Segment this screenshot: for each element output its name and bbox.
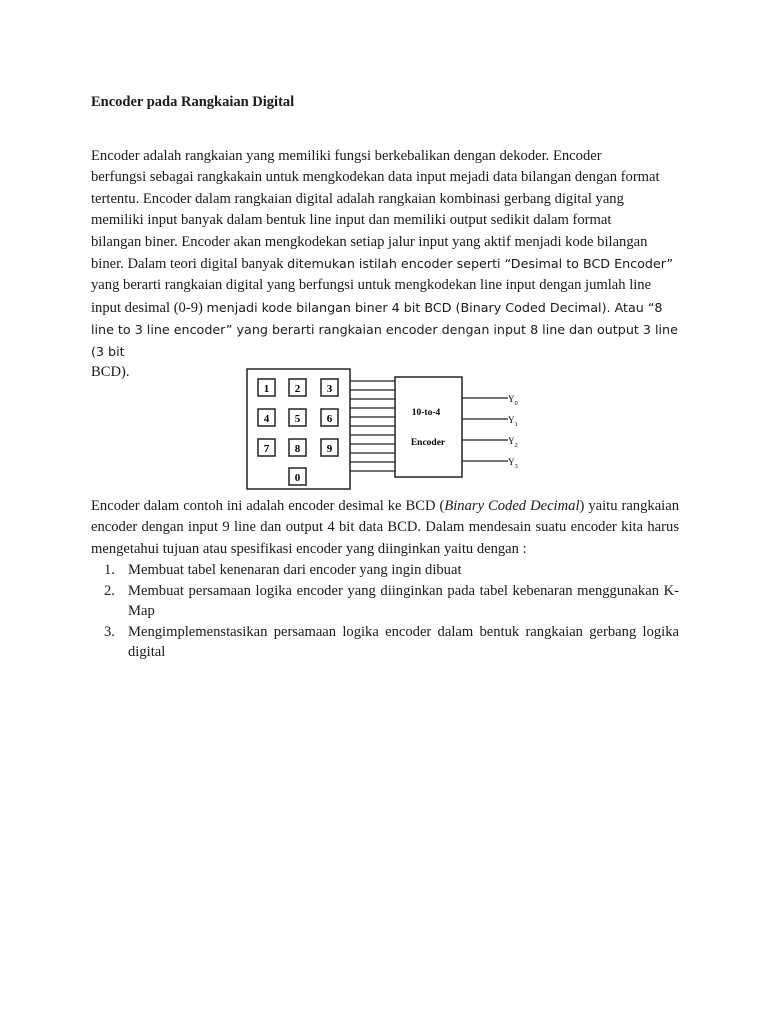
output-label: $Y_0$ — [508, 394, 518, 407]
output-lines — [462, 398, 508, 461]
keypad-key-label: 9 — [326, 443, 333, 455]
list-item — [91, 560, 679, 581]
list-text: Mengimplemenstasikan persamaan logika encoder dalam bentuk rangkaian gerbang logika digital — [128, 623, 679, 660]
text-run: ) yaitu rangkaian encoder dengan input 9 line dan output 4 bit data BCD. Dalam mendesain suatu encoder kita harus mengetahui tujuan atau spesifikasi encoder yang diinginkan yaitu dengan : — [91, 498, 680, 557]
output-label: $Y_3$ — [508, 457, 518, 470]
keypad-key-label: 3 — [326, 383, 333, 395]
paragraph-line: berfungsi sebagai rangkakain untuk mengkodekan data input mejadi data bilangan dengan format — [91, 169, 660, 186]
paragraph-line: line to 3 line encoder” yang berarti rangkaian encoder dengan input 8 line dan output 3 line (3 bit — [91, 322, 678, 359]
encoder-label-top: 10-to-4 — [411, 408, 441, 418]
keypad-key-label: 5 — [294, 413, 301, 425]
list-number: 3. — [104, 623, 115, 640]
paragraph-line: yang berarti rangkaian digital yang berfungsi untuk mengkodekan line input dengan jumlah line — [91, 277, 652, 294]
encoder-label-bottom: Encoder — [410, 438, 446, 448]
keypad-key-label: 4 — [263, 413, 270, 425]
paragraph-line: tertentu. Encoder dalam rangkaian digital adalah rangkaian kombinasi gerbang digital yang — [91, 190, 624, 207]
keypad-key-label: 7 — [263, 443, 270, 455]
list-item — [91, 581, 679, 622]
list-number: 1. — [104, 562, 115, 578]
keypad-key-label: 0 — [294, 472, 301, 484]
encoder-diagram — [246, 368, 516, 497]
output-labels — [508, 394, 518, 470]
paragraph-line: memiliki input banyak dalam bentuk line input dan memiliki output sedikit dalam format — [91, 212, 612, 229]
text-run-alt-font: menjadi kode bilangan biner 4 bit BCD (Binary Coded Decimal). Atau “8 — [206, 299, 663, 315]
keypad-key-label: 1 — [263, 383, 270, 395]
paragraph-line — [91, 297, 691, 319]
text-run: biner. Dalam teori digital banyak — [91, 256, 288, 273]
document-title: Encoder pada Rangkaian Digital — [91, 94, 295, 110]
output-label: $Y_2$ — [508, 436, 518, 449]
paragraph-line: BCD). — [91, 364, 130, 381]
paragraph-line: Encoder adalah rangkaian yang memiliki fungsi berkebalikan dengan dekoder. Encoder — [91, 148, 602, 164]
keypad-key-label: 2 — [294, 383, 301, 395]
keypad-key-label: 6 — [326, 413, 333, 425]
list-text: Membuat persamaan logika encoder yang diinginkan pada tabel kebenaran menggunakan K-Map — [128, 582, 679, 619]
input-lines — [350, 381, 395, 471]
output-label: $Y_1$ — [508, 415, 518, 428]
encoder-block — [395, 377, 462, 477]
keypad-key-label: 8 — [294, 443, 301, 455]
text-run: input desimal (0-9) — [91, 299, 207, 316]
encoder-diagram-svg — [246, 368, 516, 492]
list-item — [91, 622, 679, 663]
paragraph-line — [91, 253, 691, 275]
intro-paragraph — [91, 146, 691, 383]
explanation-paragraph — [91, 496, 679, 560]
list-number: 2. — [104, 582, 115, 599]
text-run-alt-font: ditemukan istilah encoder seperti “Desimal to BCD Encoder” — [287, 256, 674, 272]
list-text: Membuat tabel kenenaran dari encoder yang ingin dibuat — [128, 562, 462, 578]
paragraph-line: bilangan biner. Encoder akan mengkodekan setiap jalur input yang aktif menjadi kode bilangan — [91, 233, 648, 250]
steps-list — [91, 560, 679, 663]
text-run: Encoder dalam contoh ini adalah encoder desimal ke BCD ( — [91, 498, 445, 514]
italic-term: Binary Coded Decimal — [444, 498, 580, 514]
